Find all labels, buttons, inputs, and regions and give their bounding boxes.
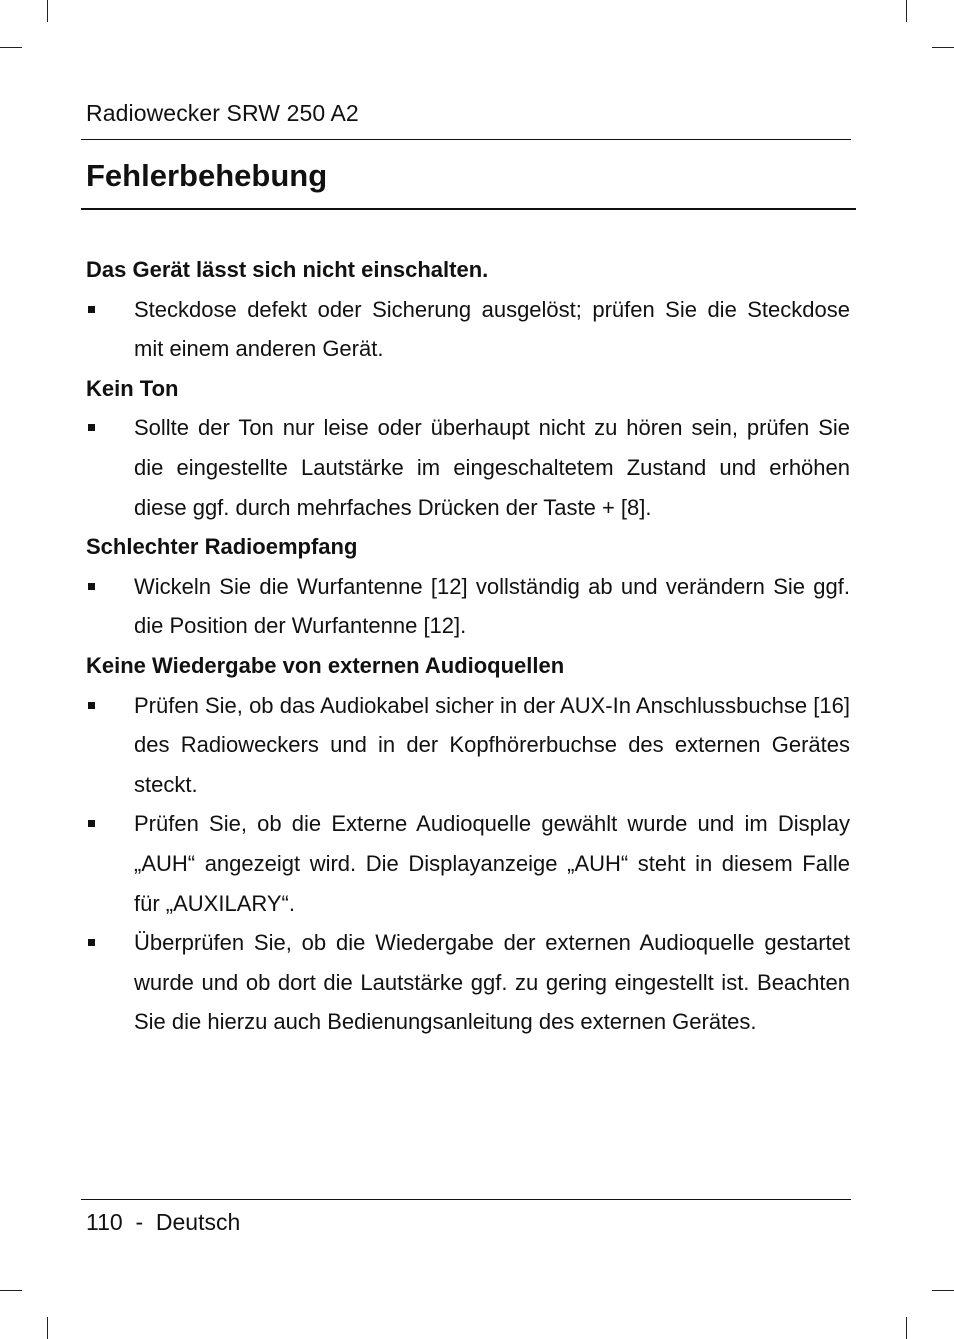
issue-heading: Keine Wiedergabe von externen Audioquellen <box>86 652 565 678</box>
square-bullet-icon <box>88 820 95 827</box>
issue-list <box>86 408 850 527</box>
title-rule <box>81 208 856 210</box>
issue-heading: Das Gerät lässt sich nicht einschalten. <box>86 257 489 282</box>
header-rule <box>81 139 851 140</box>
list-item-text: Prüfen Sie, ob das Audiokabel sicher in der AUX-In Anschlussbuchse [16] des Radioweckers und in der Kopfhörerbuchse des externen Gerätes steckt. <box>134 692 850 797</box>
list-item-text: Sollte der Ton nur leise oder überhaupt nicht zu hören sein, prüfen Sie die eingestellte Lautstärke im eingeschaltetem Zustand und erhöhen diese ggf. durch mehrfaches Drücken der Taste + [8]. <box>134 415 850 520</box>
issue-block <box>86 527 850 646</box>
issue-list <box>86 567 850 646</box>
list-item-text: Wickeln Sie die Wurfantenne [12] vollständig ab und verändern Sie ggf. die Position der Wurfantenne [12]. <box>134 573 850 639</box>
square-bullet-icon <box>88 306 95 313</box>
issue-block <box>86 250 850 369</box>
footer-separator: - <box>135 1209 144 1235</box>
list-item <box>86 804 850 923</box>
square-bullet-icon <box>88 424 95 431</box>
square-bullet-icon <box>88 583 95 590</box>
list-item <box>86 567 850 646</box>
issue-block <box>86 646 850 1042</box>
page-footer <box>86 1209 240 1236</box>
running-header: Radiowecker SRW 250 A2 <box>86 100 359 126</box>
list-item-text: Prüfen Sie, ob die Externe Audioquelle gewählt wurde und im Display „AUH“ angezeigt wird. Die Displayanzeige „AUH“ steht in diesem Falle für „AUXILARY“. <box>134 811 850 916</box>
footer-language: Deutsch <box>155 1209 241 1235</box>
list-item-text: Überprüfen Sie, ob die Wiedergabe der externen Audioquelle gestartet wurde und ob dort die Lautstärke ggf. zu gering eingestellt ist. Beachten Sie die hierzu auch Bedienungsanleitung des externen Gerätes. <box>134 930 850 1035</box>
crop-mark <box>932 1290 954 1291</box>
issue-heading: Kein Ton <box>86 375 179 401</box>
list-item <box>86 686 850 805</box>
list-item <box>86 290 850 369</box>
footer-rule <box>81 1199 851 1200</box>
crop-mark <box>0 1290 22 1291</box>
troubleshooting-content <box>86 250 850 1042</box>
issue-block <box>86 369 850 527</box>
issue-heading: Schlechter Radioempfang <box>86 534 358 560</box>
list-item <box>86 408 850 527</box>
list-item <box>86 923 850 1042</box>
crop-mark <box>906 0 907 22</box>
list-item-text: Steckdose defekt oder Sicherung ausgelöst; prüfen Sie die Steckdose mit einem anderen Gerät. <box>134 296 850 362</box>
section-title: Fehlerbehebung <box>86 158 328 193</box>
crop-mark <box>932 47 954 48</box>
crop-mark <box>0 47 22 48</box>
crop-mark <box>906 1317 907 1339</box>
issue-list <box>86 686 850 1042</box>
page-number: 110 <box>86 1209 123 1235</box>
square-bullet-icon <box>88 702 95 709</box>
square-bullet-icon <box>88 939 95 946</box>
issue-list <box>86 290 850 369</box>
crop-mark <box>47 1317 48 1339</box>
crop-mark <box>47 0 48 22</box>
